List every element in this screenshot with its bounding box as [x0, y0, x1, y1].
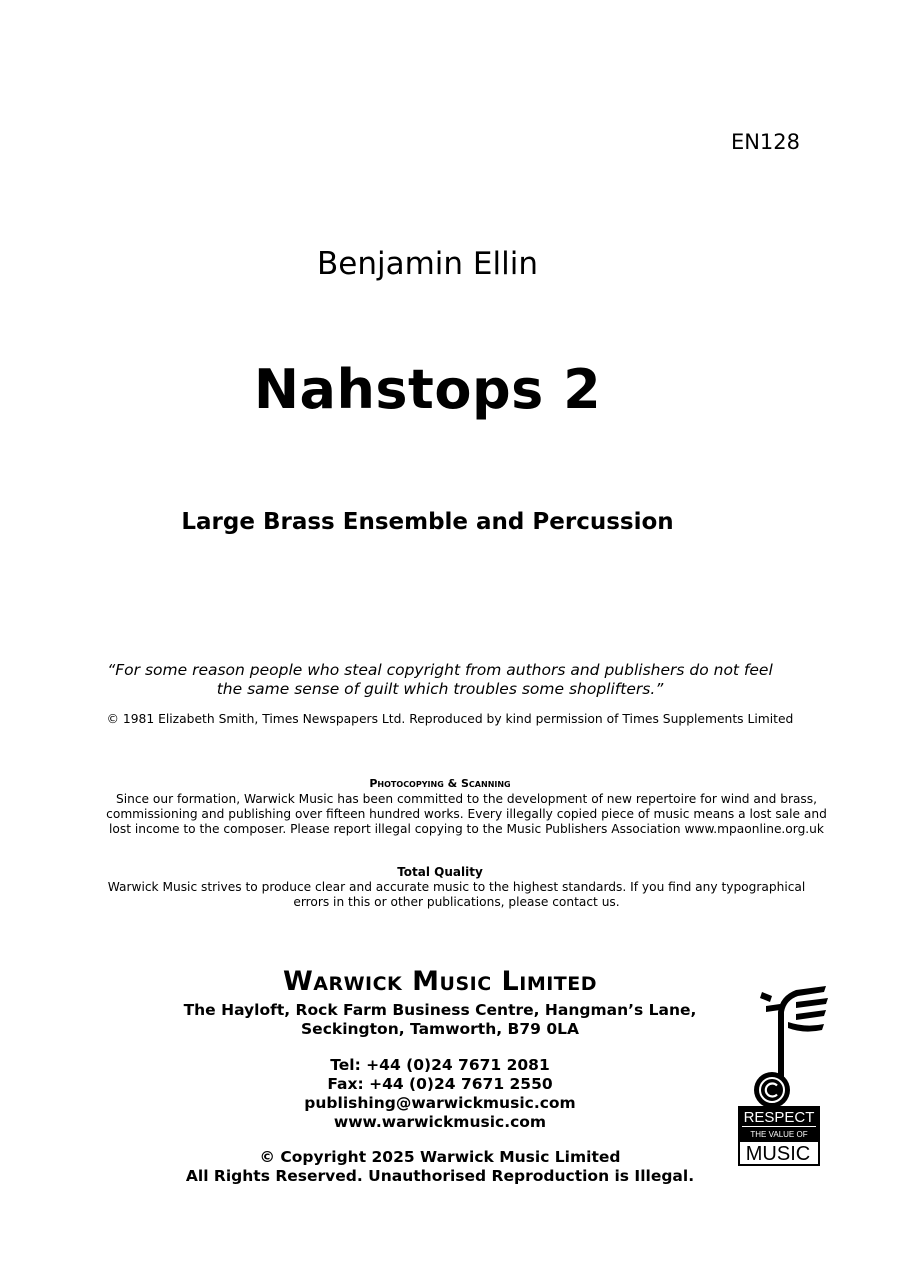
photocopying-line-2: commissioning and publishing over fifteen hundred works. Every illegally copied piece of music means a lost sale and [106, 806, 827, 821]
publisher-email: publishing@warwickmusic.com [304, 1094, 576, 1112]
quality-heading: Total Quality [397, 865, 483, 879]
copyright-quote [60, 661, 820, 699]
quality-line-1: Warwick Music strives to produce clear and accurate music to the highest standards. If you find any typographical [107, 880, 806, 894]
photocopying-line-1: Since our formation, Warwick Music has been committed to the development of new repertoire for wind and brass, [115, 792, 818, 806]
quote-line-1: “For some reason people who steal copyright from authors and publishers do not feel [107, 661, 773, 679]
photocopying-text [100, 792, 833, 836]
quote-credit: © 1981 Elizabeth Smith, Times Newspapers Ltd. Reproduced by kind permission of Times Supplements Limited [106, 712, 794, 726]
publisher-website: www.warwickmusic.com [333, 1113, 547, 1131]
composer-name: Benjamin Ellin [317, 246, 538, 282]
rights-notice: All Rights Reserved. Unauthorised Reproduction is Illegal. [185, 1167, 695, 1185]
photocopying-line-3: lost income to the composer. Please report illegal copying to the Music Publishers Association www.mpaonline.org.uk [109, 821, 824, 836]
respect-the-value-of-music-logo [736, 982, 832, 1168]
publisher-address-line-2: Seckington, Tamworth, B79 0LA [301, 1020, 579, 1038]
instrumentation: Large Brass Ensemble and Percussion [181, 509, 674, 535]
logo-music-text: MUSIC [745, 1143, 811, 1165]
catalogue-number: EN128 [730, 130, 800, 154]
quality-text [100, 880, 813, 910]
publisher-tel: Tel: +44 (0)24 7671 2081 [330, 1056, 550, 1074]
logo-respect-text: RESPECT [743, 1109, 815, 1126]
logo-value-of-text: THE VALUE OF [750, 1130, 808, 1139]
copyright-notice: © Copyright 2025 Warwick Music Limited [259, 1148, 621, 1166]
work-title: Nahstops 2 [253, 358, 602, 421]
quality-line-2: errors in this or other publications, please contact us. [293, 894, 620, 909]
publisher-fax: Fax: +44 (0)24 7671 2550 [327, 1075, 553, 1093]
photocopying-heading: Photocopying & Scanning [369, 777, 511, 790]
publisher-name: Warwick Music Limited [282, 966, 598, 997]
quote-line-2: the same sense of guilt which troubles some shoplifters.” [216, 680, 664, 698]
publisher-address-line-1: The Hayloft, Rock Farm Business Centre, Hangman’s Lane, [183, 1001, 697, 1019]
